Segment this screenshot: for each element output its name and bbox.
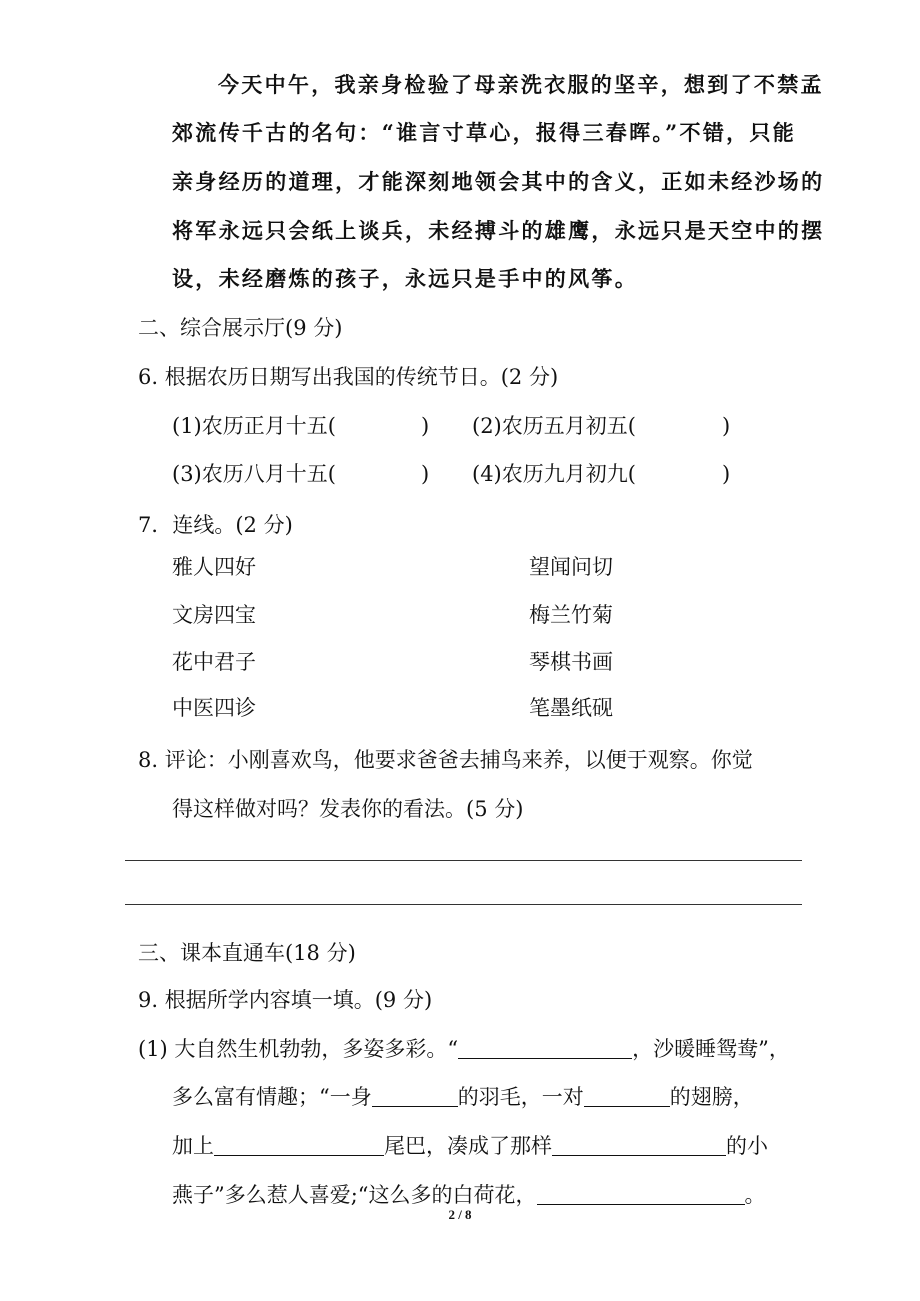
passage-line-4: 将军永远只会纸上谈兵，未经搏斗的雄鹰，永远只是天空中的摆 xyxy=(172,218,825,243)
passage-line-2: 郊流传千古的名句：“谁言寸草心，报得三春晖。”不错，只能 xyxy=(172,120,797,145)
q6-item-4: (4)农历九月初九( xyxy=(472,462,636,486)
q9-blank-1[interactable] xyxy=(458,1036,632,1059)
passage-line-5: 设，未经磨炼的孩子，永远只是手中的风筝。 xyxy=(172,266,638,291)
q6-item-1-label: (1)农历正月十五( xyxy=(172,414,336,438)
q9-line-4-text-b: 。 xyxy=(744,1183,766,1207)
passage-line-3: 亲身经历的道理，才能深刻地领会其中的含义，正如未经沙场的 xyxy=(172,169,825,194)
page-number: 2 / 8 xyxy=(448,1207,472,1222)
q6-item-2: (2)农历五月初五( xyxy=(472,414,636,438)
q6-item-3: (3)农历八月十五( xyxy=(172,462,336,486)
section-2-title: 二、综合展示厅(9 分) xyxy=(138,316,343,340)
q6-item-3-close: ) xyxy=(421,462,430,486)
q7-left-item-1[interactable]: 雅人四好 xyxy=(172,555,256,579)
q9-line-2-text-c: 的翅膀， xyxy=(669,1085,754,1109)
q6-item-1 xyxy=(172,411,336,441)
q6-item-2-close: ) xyxy=(722,414,731,438)
q9-line-3-text-a: 加上 xyxy=(172,1134,214,1158)
q9-line-2-text-a: 多么富有情趣；“一身 xyxy=(172,1085,372,1109)
passage-line-1: 今天中午，我亲身检验了母亲洗衣服的坚辛，想到了不禁孟 xyxy=(218,72,824,97)
answer-line-1[interactable] xyxy=(125,860,802,861)
q7-right-item-3[interactable]: 琴棋书画 xyxy=(529,650,613,674)
q9-line-3-text-b: 尾巴，凑成了那样 xyxy=(384,1134,552,1158)
q6-item-4-close: ) xyxy=(722,462,731,486)
q9-line-4-text-a: 燕子”多么惹人喜爱;“这么多的白荷花， xyxy=(172,1183,537,1207)
q7-right-item-2[interactable]: 梅兰竹菊 xyxy=(529,603,613,627)
q9-line-3-text-c: 的小 xyxy=(726,1134,768,1158)
q9-line-2 xyxy=(172,1082,754,1112)
q9-line-1-text-b: ，沙暖睡鸳鸯”， xyxy=(632,1037,790,1061)
q7-right-item-1[interactable]: 望闻问切 xyxy=(529,555,613,579)
q9-line-1 xyxy=(138,1034,790,1064)
q9-blank-3[interactable] xyxy=(584,1084,670,1107)
q6-item-1-close: ) xyxy=(421,414,430,438)
q7-left-item-2[interactable]: 文房四宝 xyxy=(172,603,256,627)
question-7-prompt: 7．连线。(2 分) xyxy=(138,513,293,537)
q9-line-3 xyxy=(172,1131,768,1161)
q7-right-item-4[interactable]: 笔墨纸砚 xyxy=(529,696,613,720)
question-8-prompt-line-2: 得这样做对吗？发表你的看法。(5 分) xyxy=(172,797,524,821)
q9-blank-2[interactable] xyxy=(372,1084,458,1107)
q9-blank-5[interactable] xyxy=(552,1133,726,1156)
question-6-prompt: 6. 根据农历日期写出我国的传统节日。(2 分) xyxy=(138,365,559,389)
q7-left-item-3[interactable]: 花中君子 xyxy=(172,650,256,674)
q7-left-item-4[interactable]: 中医四诊 xyxy=(172,696,256,720)
answer-line-2[interactable] xyxy=(125,904,802,905)
section-3-title: 三、课本直通车(18 分) xyxy=(138,941,356,965)
question-9-prompt: 9. 根据所学内容填一填。(9 分) xyxy=(138,988,433,1012)
q9-blank-4[interactable] xyxy=(214,1133,384,1156)
q9-blank-6[interactable] xyxy=(537,1182,745,1205)
question-8-prompt-line-1: 8. 评论：小刚喜欢鸟，他要求爸爸去捕鸟来养，以便于观察。你觉 xyxy=(138,748,753,772)
q9-line-4 xyxy=(172,1180,766,1210)
q9-line-1-text-a: (1) 大自然生机勃勃，多姿多彩。“ xyxy=(138,1037,459,1061)
q9-line-2-text-b: 的羽毛，一对 xyxy=(457,1085,584,1109)
